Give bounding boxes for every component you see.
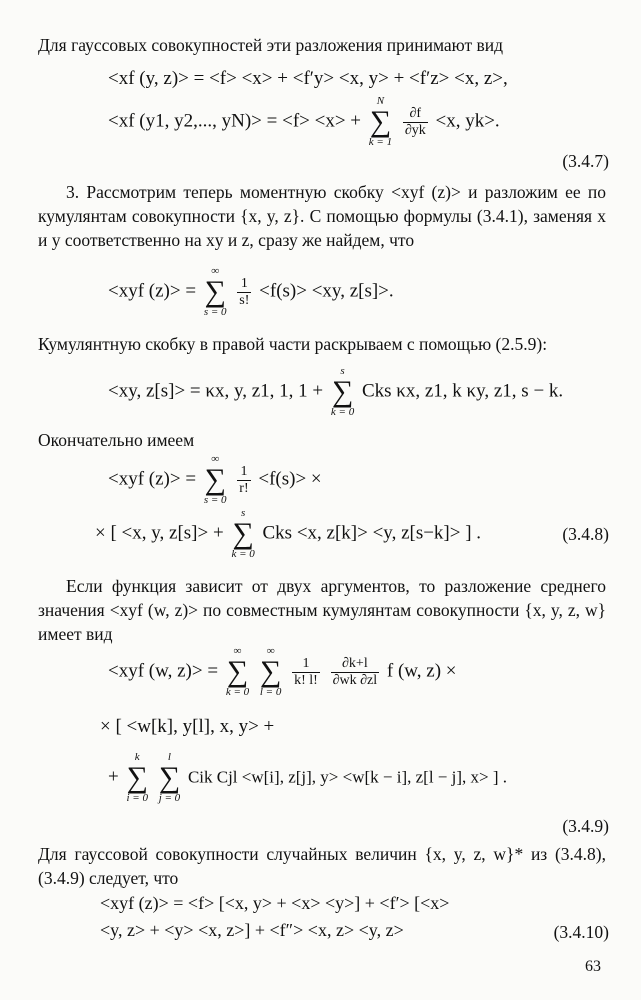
fraction-numerator: ∂k+l xyxy=(331,656,380,673)
equation-mid-2-right: Cks κx, z1, k κy, z1, s − k. xyxy=(361,380,564,402)
equation-mid-1-left: <xyf (z)> = xyxy=(108,280,197,302)
sum-upper-limit: s xyxy=(340,365,345,377)
sum-lower-limit: s = 0 xyxy=(203,494,227,506)
equation-349-a-sum-l xyxy=(260,646,281,698)
fraction-numerator: ∂f xyxy=(403,106,428,123)
equation-label-349: (3.4.9) xyxy=(562,816,609,836)
sum-sign: ∑ xyxy=(126,761,148,794)
equation-349-a-fraction xyxy=(292,656,320,689)
equation-349-a-right: f (w, z) × xyxy=(386,660,457,682)
fraction-denominator: s! xyxy=(239,292,250,308)
sum-upper-limit: ∞ xyxy=(211,453,220,465)
equation-349-c-right: Cik Cjl <w[i], z[j], y> <w[k − i], z[l − j], x> ] . xyxy=(187,767,508,787)
sum-lower-limit: k = 1 xyxy=(368,136,393,148)
intro-line: Для гауссовых совокупностей эти разложения принимают вид xyxy=(38,35,504,55)
equation-mid-1-fraction xyxy=(237,276,251,309)
sum-upper-limit: ∞ xyxy=(211,265,220,277)
equation-349-line-b: × [ <w[k], y[l], x, y> + xyxy=(100,716,275,737)
equation-348-b-left: × [ <x, y, z[s]> + xyxy=(95,522,224,544)
paragraph-gaussian: Для гауссовой совокупности случайных величин {x, y, z, w}* из (3.4.8), (3.4.9) следует, что xyxy=(38,844,606,888)
equation-348-a-sum xyxy=(204,454,227,506)
equation-348-b-sum xyxy=(231,508,254,560)
equation-mid-2 xyxy=(108,366,563,418)
equation-348-a-fraction xyxy=(237,464,250,497)
sum-upper-limit: s xyxy=(240,507,246,519)
equation-347-b-derivative xyxy=(403,106,428,139)
sum-sign: ∑ xyxy=(226,655,249,688)
sum-upper-limit: l xyxy=(167,751,171,763)
page-number: 63 xyxy=(585,958,601,975)
fraction-denominator: ∂yk xyxy=(404,122,426,138)
equation-mid-1-right: <f(s)> <xy, z[s]>. xyxy=(259,280,394,302)
equation-349-line-c xyxy=(108,752,507,804)
sum-lower-limit: k = 0 xyxy=(330,406,355,418)
fraction-denominator: r! xyxy=(239,480,249,496)
equation-349-c-left: + xyxy=(108,766,119,788)
fraction-numerator: 1 xyxy=(237,464,250,481)
paragraph-function: Если функция зависит от двух аргументов, то разложение среднего значения <xyf (w, z)> по совместным кумулянтам совокупности {x, y, z, w} имеет вид xyxy=(38,576,606,644)
fraction-denominator: k! l! xyxy=(294,672,318,688)
sum-upper-limit: ∞ xyxy=(233,645,242,657)
fraction-numerator: 1 xyxy=(237,276,251,293)
sum-sign: ∑ xyxy=(331,375,354,408)
equation-348-a-right: <f(s)> × xyxy=(258,468,322,490)
sum-lower-limit: j = 0 xyxy=(158,792,181,804)
sum-upper-limit: N xyxy=(376,95,385,107)
sum-sign: ∑ xyxy=(158,761,181,794)
equation-348-line-a xyxy=(108,454,322,506)
sum-upper-limit: k xyxy=(134,751,140,763)
equation-347-b-left: <xf (y1, y2,..., yN)> = <f> <x> + xyxy=(108,110,362,132)
equation-label-348: (3.4.8) xyxy=(562,524,609,544)
equation-3410-line-b: <y, z> + <y> <x, z>] + <f″> <x, z> <y, z> xyxy=(100,920,404,940)
paragraph-cumulant: Кумулянтную скобку в правой части раскрываем с помощью (2.5.9): xyxy=(38,334,548,354)
fraction-numerator: 1 xyxy=(292,656,320,673)
equation-348-a-left: <xyf (z)> = xyxy=(108,468,197,490)
sum-lower-limit: k = 0 xyxy=(225,686,250,698)
equation-348-line-b xyxy=(95,508,481,560)
fraction-denominator: ∂wk ∂zl xyxy=(332,672,378,688)
sum-lower-limit: l = 0 xyxy=(259,686,282,698)
equation-mid-1-sum xyxy=(204,266,227,318)
equation-mid-2-left: <xy, z[s]> = κx, y, z1, 1, 1 + xyxy=(108,380,324,402)
paragraph-final: Окончательно имеем xyxy=(38,430,195,450)
equation-347-b-right: <x, yk>. xyxy=(435,110,500,132)
sum-sign: ∑ xyxy=(204,463,226,496)
equation-349-a-derivative xyxy=(331,656,380,689)
equation-347-line-a: <xf (y, z)> = <f> <x> + <f′y> <x, y> + <f′z> <x, z>, xyxy=(108,68,508,89)
equation-348-b-right: Cks <x, z[k]> <y, z[s−k]> ] . xyxy=(262,522,482,544)
equation-349-c-sum-i xyxy=(126,752,147,804)
sum-sign: ∑ xyxy=(259,655,282,688)
equation-347-b-sum xyxy=(369,96,392,148)
equation-349-a-sum-k xyxy=(226,646,249,698)
equation-349-line-a xyxy=(108,646,457,698)
sum-sign: ∑ xyxy=(369,105,392,138)
equation-347-line-b xyxy=(108,96,500,148)
equation-349-a-left: <xyf (w, z)> = xyxy=(108,660,219,682)
sum-sign: ∑ xyxy=(204,275,226,308)
equation-label-347: (3.4.7) xyxy=(562,151,609,171)
sum-lower-limit: i = 0 xyxy=(126,792,148,804)
sum-upper-limit: ∞ xyxy=(266,645,275,657)
equation-3410-line-a: <xyf (z)> = <f> [<x, y> + <x> <y>] + <f′> [<x> xyxy=(100,893,450,913)
equation-349-c-sum-j xyxy=(159,752,180,804)
equation-mid-1 xyxy=(108,266,394,318)
equation-mid-2-sum xyxy=(331,366,354,418)
sum-sign: ∑ xyxy=(232,517,254,550)
sum-lower-limit: s = 0 xyxy=(203,306,227,318)
paragraph-3: 3. Рассмотрим теперь моментную скобку <xyf (z)> и разложим ее по кумулянтам совокупности {x, y, z}. С помощью формулы (3.4.1), заменяя x и y соответственно на xy и z, сразу же найдем, что xyxy=(38,182,606,250)
sum-lower-limit: k = 0 xyxy=(231,548,255,560)
equation-label-3410: (3.4.10) xyxy=(553,922,609,942)
